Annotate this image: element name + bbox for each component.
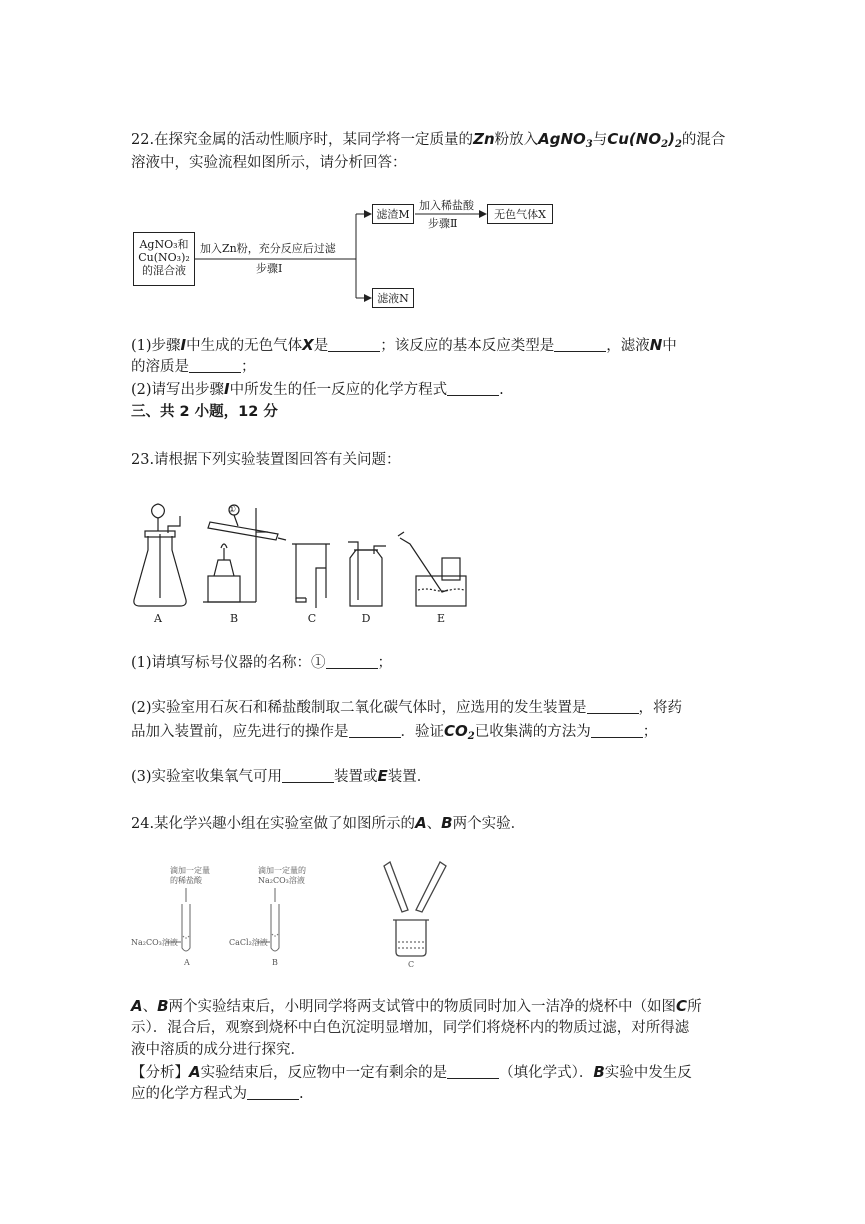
flow-step2-bottom: 步骤Ⅱ xyxy=(428,217,458,230)
q24-para-line2: 示）．混合后，观察到烧杯中白色沉淀明显增加，同学们将烧杯内的物质过滤，对所得滤 xyxy=(131,1020,690,1036)
flow-n-box: 滤液N xyxy=(372,288,414,308)
label-D: D xyxy=(361,612,371,625)
figB-side: CaCl₂溶液 xyxy=(229,938,268,947)
q22-part2: (2)请写出步骤I中所发生的任一反应的化学方程式 . xyxy=(131,380,504,398)
q23-stem: 23.请根据下列实验装置图回答有关问题： xyxy=(131,452,401,468)
q23-part2-line1: (2)实验室用石灰石和稀盐酸制取二氧化碳气体时，应选用的发生装置是 ，将药 xyxy=(131,700,683,716)
figB-top2: Na₂CO₃溶液 xyxy=(258,876,305,885)
q22-stem-line1: 22.在探究金属的活动性顺序时，某同学将一定质量的Zn粉放入AgNO$_3$与$Cu(NO_2)_2$的混合 xyxy=(131,130,726,150)
q24-stem: 24.某化学兴趣小组在实验室做了如图所示的A、B两个实验． xyxy=(131,814,526,832)
q23-part1: (1)请填写标号仪器的名称：① ； xyxy=(131,655,393,671)
q23-part3: (3)实验室收集氧气可用 装置或E装置． xyxy=(131,767,432,785)
label-C: C xyxy=(307,612,317,625)
flow-step2-top: 加入稀盐酸 xyxy=(419,199,474,212)
answer-blank[interactable] xyxy=(247,1085,299,1100)
q24-para-line1: A、B两个实验结束后，小明同学将两支试管中的物质同时加入一洁净的烧杯中（如图C所 xyxy=(131,997,702,1015)
q24-analysis-line2: 应的化学方程式为 . xyxy=(131,1086,304,1102)
figA-top2: 的稀盐酸 xyxy=(170,876,202,885)
flow-start-box: AgNO₃和 Cu(NO₃)₂ 的混合液 xyxy=(133,232,195,286)
figB-top1: 滴加一定量的 xyxy=(258,866,306,875)
figA-top1: 滴加一定量 xyxy=(170,866,210,875)
q22-part1-line2: 的溶质是 ； xyxy=(131,359,256,375)
q23-part2-line2: 品加入装置前，应先进行的操作是 ．验证$CO_2$已收集满的方法为 ； xyxy=(131,722,658,742)
section-heading: 三、共 2 小题，12 分 xyxy=(131,404,278,420)
figB-label: B xyxy=(272,958,278,967)
flow-m-box: 滤渣M xyxy=(372,204,414,224)
q24-analysis-line1: 【分析】A实验结束后，反应物中一定有剩余的是 （填化学式）．B实验中发生反 xyxy=(131,1063,692,1081)
label-B: B xyxy=(229,612,239,625)
flow-step1-top: 加入Zn粉，充分反应后过滤 xyxy=(200,242,336,255)
circle-marker: ① xyxy=(227,505,237,515)
q22-part1-line1: (1)步骤I中生成的无色气体X是 ；该反应的基本反应类型是 ，滤液N中 xyxy=(131,336,677,354)
q22-stem-line2: 溶液中，实验流程如图所示，请分析回答： xyxy=(131,155,407,171)
answer-blank[interactable] xyxy=(447,1064,499,1079)
label-E: E xyxy=(436,612,446,625)
figA-label: A xyxy=(184,958,190,967)
flow-step1-bottom: 步骤Ⅰ xyxy=(256,262,283,275)
q24-para-line3: 液中溶质的成分进行探究． xyxy=(131,1042,305,1058)
label-A: A xyxy=(154,612,162,625)
flow-x-box: 无色气体X xyxy=(487,204,553,224)
figC-label: C xyxy=(408,960,415,969)
figA-side: Na₂CO₃溶液 xyxy=(131,938,178,947)
